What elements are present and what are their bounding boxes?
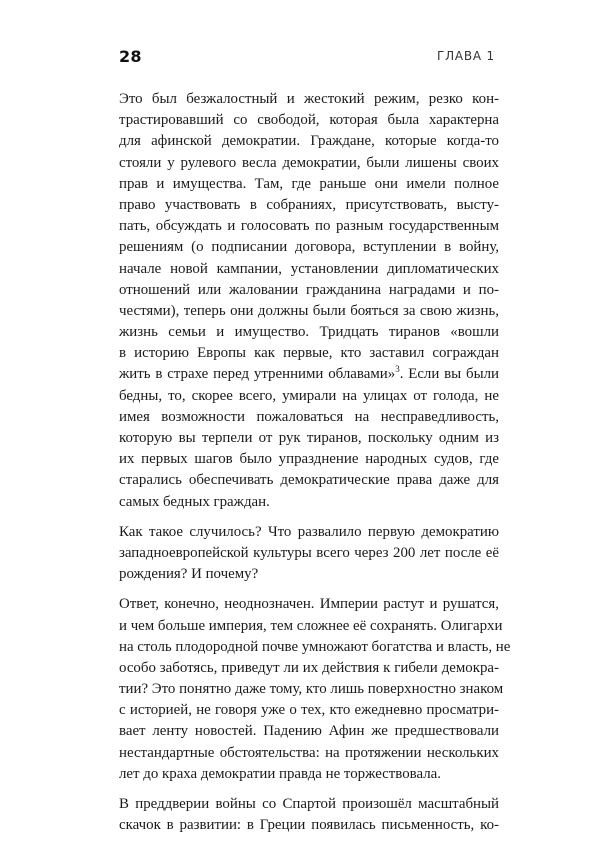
paragraph-4 <box>119 794 499 836</box>
text-line: В преддверии войны со Спартой произошёл масштабный <box>119 796 499 812</box>
text-line: начале новой кампании, установлении дипломатических <box>119 260 499 277</box>
text-line: стояли у рулевого весла демократии, были лишены своих <box>119 154 499 171</box>
text-line: вает ленту новостей. Падению Афин же предшествовали <box>119 723 499 740</box>
text-line: их первых шагов было упразднение народных судов, где <box>119 451 499 468</box>
body-text <box>119 89 511 845</box>
text-line: честями), теперь они должны были бояться за свою жизнь, <box>119 302 499 319</box>
text-line: самых бедных граждан. <box>119 493 270 510</box>
text-line: и чем больше империя, тем сложнее её сохранять. Олигархи <box>119 617 503 634</box>
text-line: прав и имущества. Там, где раньше они имели полное <box>119 175 499 192</box>
text-line: тии? Это понятно даже тому, кто лишь поверхностно знаком <box>119 681 504 698</box>
text-line: имея возможности пожаловаться на несправедливость, <box>119 408 499 425</box>
text-line: скачок в развитии: в Греции появилась письменность, ко- <box>119 817 499 834</box>
text-line: которую вы терпели от рук тиранов, поскольку одним из <box>119 430 499 446</box>
text-line: решениям (о подписании договора, вступлении в войну, <box>119 239 499 256</box>
text-line: на столь плодородной почве умножают богатства и власть, не <box>119 638 511 655</box>
footnote-ref[interactable]: 3 <box>395 364 400 375</box>
text-line: с историей, не говоря уже о тех, кто ежедневно просматри- <box>119 702 499 719</box>
text-line: Это был безжалостный и жестокий режим, резко кон- <box>119 91 499 107</box>
text-line: лет до краха демократии правда не торжествовала. <box>119 765 442 782</box>
text-line: рождения? И почему? <box>119 566 259 583</box>
text-line: Как такое случилось? Что развалило первую демократию <box>119 523 499 540</box>
paragraph-2 <box>119 522 499 586</box>
text-line: пать, обсуждать и голосовать по разным государственным <box>119 218 499 235</box>
text-line: бедны, то, скорее всего, умирали на улицах от голода, не <box>119 387 499 404</box>
page-number: 28 <box>119 47 142 66</box>
paragraph-3 <box>119 594 511 785</box>
text-line: право участвовать в собраниях, присутствовать, высту- <box>119 196 499 213</box>
chapter-label: ГЛАВА 1 <box>436 49 495 63</box>
text-segment: . Если вы были <box>399 366 499 383</box>
text-line: для афинской демократии. Граждане, которые когда-то <box>119 133 499 150</box>
text-line: особо заботясь, приведут ли их действия к гибели демокра- <box>119 659 499 676</box>
text-line-with-footnote <box>119 364 499 385</box>
text-line: в историю Европы как первые, кто заставил сограждан <box>119 345 499 362</box>
paragraph-1 <box>119 89 499 513</box>
text-line: нестандартные обстоятельства: на протяжении нескольких <box>119 744 499 761</box>
text-line: трастировавший со свободой, которая была характерна <box>119 112 499 129</box>
text-line: отношений или жаловании гражданина наградами и по- <box>119 281 499 298</box>
text-segment: жить в страхе перед утренними облавами» <box>119 366 396 383</box>
text-line: старались обеспечивать демократические права даже для <box>119 472 499 489</box>
text-line: Ответ, конечно, неоднозначен. Империи растут и рушатся, <box>119 596 499 613</box>
text-line: жизнь семьи и имущество. Тридцать тиранов «вошли <box>119 324 499 341</box>
text-line: западноевропейской культуры всего через 200 лет после её <box>119 544 499 561</box>
